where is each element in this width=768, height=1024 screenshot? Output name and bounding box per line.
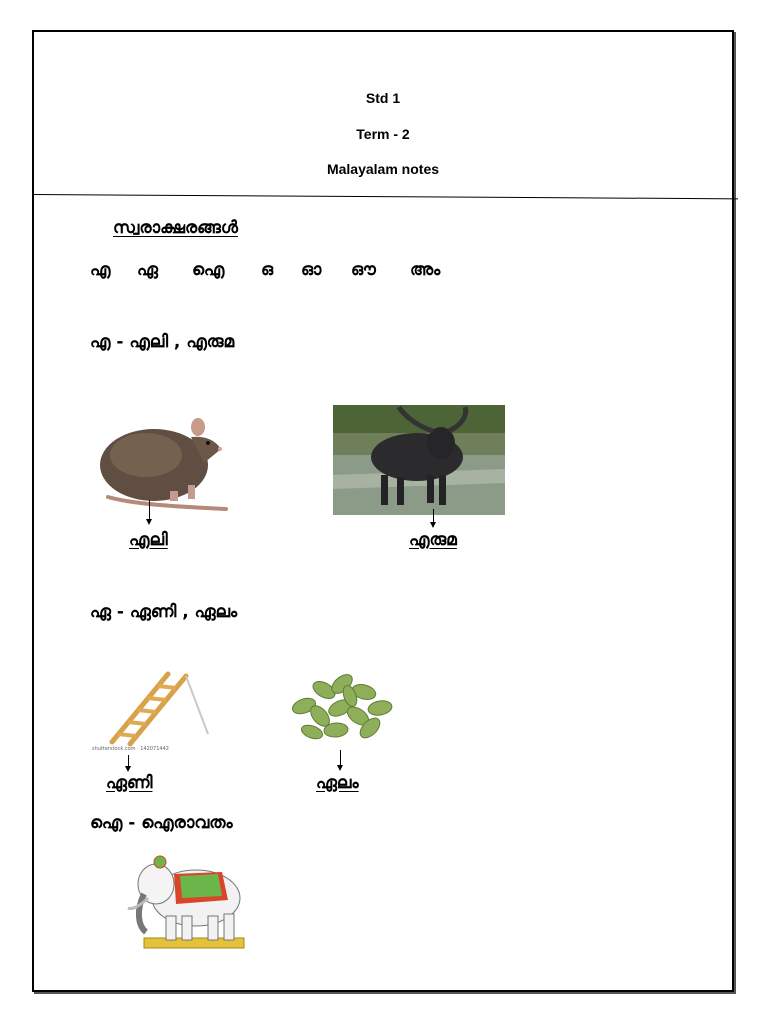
word-eruma: എരുമ (409, 530, 457, 550)
vowel-o: ഒ (261, 260, 274, 280)
arrow-buffalo (433, 509, 434, 523)
arrow-ladder (128, 755, 129, 767)
arrow-cardamom (340, 750, 341, 766)
vowel-ai: ഐ (192, 260, 225, 280)
lesson-e-heading: എ - എലി , എരുമ (90, 332, 235, 352)
vowel-oo: ഓ (301, 260, 322, 280)
arrow-rat (149, 500, 150, 520)
ladder-watermark: shutterstock.com · 142071442 (92, 746, 169, 752)
vowel-am: അം (410, 260, 441, 280)
lesson-ee-heading: ഏ - ഏണി , ഏലം (90, 602, 238, 622)
vowel-ee: ഏ (137, 260, 158, 280)
class-label: Std 1 (365, 90, 401, 106)
rat-image (96, 415, 228, 513)
lesson-ai-heading: ഐ - ഐരാവതം (90, 813, 233, 833)
vowel-au: ഔ (351, 260, 376, 280)
elephant-image (126, 850, 250, 952)
buffalo-image (333, 405, 505, 515)
term-label: Term - 2 (356, 126, 410, 142)
word-elam: ഏലം (316, 773, 359, 793)
word-eli: എലി (129, 530, 168, 550)
vowel-e: എ (90, 260, 111, 280)
section-title: സ്വരാക്ഷരങ്ങൾ (113, 218, 238, 238)
word-eni: ഏണി (106, 773, 153, 793)
subject-label: Malayalam notes (326, 161, 440, 177)
ladder-image (104, 670, 214, 750)
cardamom-image (284, 666, 396, 748)
